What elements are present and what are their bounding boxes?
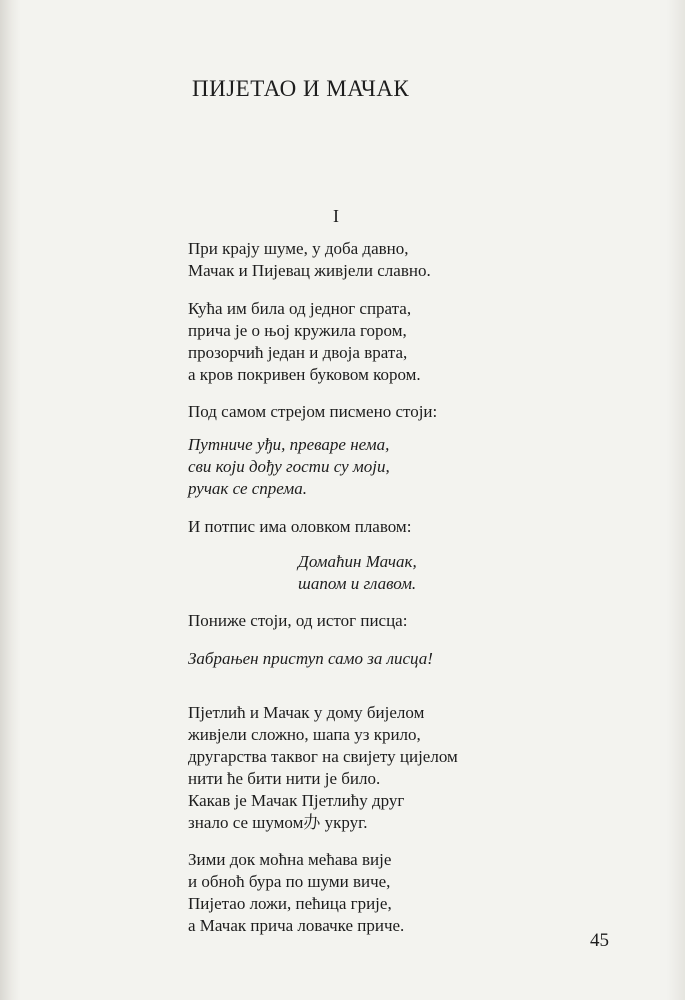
poem-line: а кров покривен буковом кором. bbox=[188, 365, 421, 384]
poem-line: Пониже стоји, од истог писца: bbox=[188, 611, 408, 630]
poem-line: При крају шуме, у доба давно, bbox=[188, 239, 409, 258]
poem-line: Какав је Мачак Пјетлићу друг bbox=[188, 791, 405, 810]
poem-line: и обноћ бура по шуми виче, bbox=[188, 872, 391, 891]
poem-line: прозорчић један и двоја врата, bbox=[188, 343, 408, 362]
poem-line: Кућа им била од једног спрата, bbox=[188, 299, 412, 318]
poem-line: а Мачак прича ловачке приче. bbox=[188, 916, 405, 935]
section-number: I bbox=[333, 206, 339, 226]
poem-line: другарства таквог на свијету цијелом bbox=[188, 747, 458, 766]
sign-text-line: ручак се спрема. bbox=[188, 479, 308, 498]
poem-line: прича је о њој кружила гором, bbox=[188, 321, 407, 340]
poem-line: знало се шумом办 укруг. bbox=[188, 813, 368, 832]
signature-line: шапом и главом. bbox=[298, 574, 417, 593]
sign-text-line: Путниче уђи, преваре нема, bbox=[188, 435, 390, 454]
sign-text-line: Забрањен приступ само за лисца! bbox=[188, 649, 433, 668]
poem-line: живјели сложно, шапа уз крило, bbox=[188, 725, 421, 744]
poem-line: Мачак и Пијевац живјели славно. bbox=[188, 261, 431, 280]
poem-line: И потпис има оловком плавом: bbox=[188, 517, 412, 536]
poem-line: Пјетлић и Мачак у дому бијелом bbox=[188, 703, 425, 722]
poem-line: Зими док моћна мећава вије bbox=[188, 850, 392, 869]
sign-text-line: сви који дођу гости су моји, bbox=[188, 457, 390, 476]
poem-line: Пијетао ложи, пећица грије, bbox=[188, 894, 392, 913]
poem-title: ПИЈЕТАО И МАЧАК bbox=[192, 76, 410, 101]
poem-line: Под самом стрејом писмено стоји: bbox=[188, 402, 438, 421]
page-binding-edge bbox=[0, 0, 20, 1000]
page-number: 45 bbox=[590, 930, 609, 951]
poem-line: нити ће бити нити је било. bbox=[188, 769, 381, 788]
signature-line: Домаћин Мачак, bbox=[298, 552, 417, 571]
page-outer-edge bbox=[667, 0, 685, 1000]
